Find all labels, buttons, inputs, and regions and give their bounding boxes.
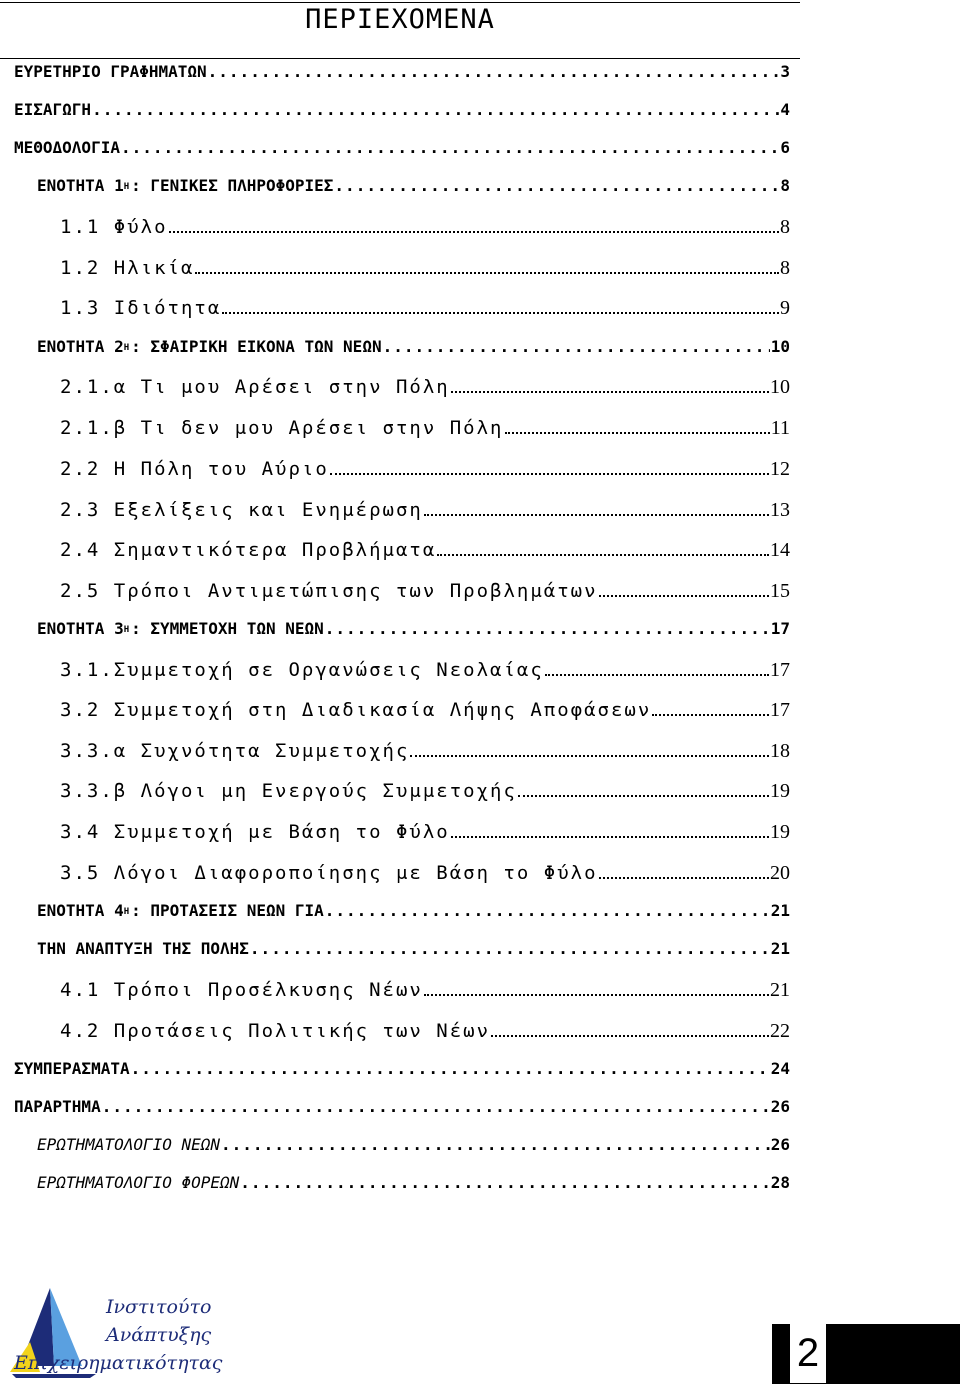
toc-entry[interactable]: ΕΝΟΤΗΤΑ 3 $^H$ : ΣΥΜΜΕΤΟΧΗ ΤΩΝ ΝΕΩΝ ..... 17 [37, 619, 790, 638]
toc-entry[interactable]: 1.2 Ηλικία 8 [60, 257, 790, 279]
toc-entry[interactable]: ΕΙΣΑΓΩΓΗ ..... 4 [14, 100, 790, 119]
title-rule [0, 58, 800, 59]
toc-entry[interactable]: ΠΑΡΑΡΤΗΜΑ ..... 26 [14, 1097, 790, 1116]
toc-entry[interactable]: 2.2 Η Πόλη του Αύριο 12 [60, 458, 790, 480]
page-title: ΠΕΡΙΕΧΟΜΕΝΑ [305, 4, 495, 35]
toc-entry[interactable]: 1.3 Ιδιότητα 9 [60, 297, 790, 319]
toc-entry[interactable]: 2.3 Εξελίξεις και Ενημέρωση 13 [60, 499, 790, 521]
logo-line-3: Επιχειρηματικότητας [14, 1352, 223, 1374]
toc-entry[interactable]: 2.4 Σημαντικότερα Προβλήματα 14 [60, 539, 790, 561]
logo-line-1: Ινστιτούτο [106, 1296, 212, 1318]
toc-entry[interactable]: ΣΥΜΠΕΡΑΣΜΑΤΑ ..... 24 [14, 1059, 790, 1078]
toc-entry[interactable]: 2.1.α Τι μου Αρέσει στην Πόλη 10 [60, 376, 790, 398]
toc-entry[interactable]: 1.1 Φύλο 8 [60, 216, 790, 238]
toc-entry[interactable]: ΕΡΩΤΗΜΑΤΟΛΟΓΙΟ ΝΕΩΝ ..... 26 [37, 1135, 790, 1154]
page-number: 2 [790, 1323, 826, 1383]
toc-entry[interactable]: 3.5 Λόγοι Διαφοροποίησης με Βάση το Φύλο 20 [60, 862, 790, 884]
toc-entry[interactable]: ΕΡΩΤΗΜΑΤΟΛΟΓΙΟ ΦΟΡΕΩΝ ..... 28 [37, 1173, 790, 1192]
toc-entry[interactable]: 3.3.α Συχνότητα Συμμετοχής 18 [60, 740, 790, 762]
toc-entry[interactable]: 4.1 Τρόποι Προσέλκυσης Νέων 21 [60, 979, 790, 1001]
toc-entry[interactable]: 4.2 Προτάσεις Πολιτικής των Νέων 22 [60, 1020, 790, 1042]
toc-entry[interactable]: ΕΥΡΕΤΗΡΙΟ ΓΡΑΦΗΜΑΤΩΝ ..... 3 [14, 62, 790, 81]
toc-entry[interactable]: 3.4 Συμμετοχή με Βάση το Φύλο 19 [60, 821, 790, 843]
institute-logo [10, 1288, 223, 1380]
toc-entry[interactable]: ΜΕΘΟΔΟΛΟΓΙΑ ..... 6 [14, 138, 790, 157]
toc-entry[interactable]: ΕΝΟΤΗΤΑ 1 $^H$ : ΓΕΝΙΚΕΣ ΠΛΗΡΟΦΟΡΙΕΣ ..... 8 [37, 176, 790, 195]
top-rule [0, 2, 800, 3]
toc-entry[interactable]: 3.1.Συμμετοχή σε Οργανώσεις Νεολαίας 17 [60, 659, 790, 681]
toc-entry[interactable]: 2.5 Τρόποι Αντιμετώπισης των Προβλημάτων 15 [60, 580, 790, 602]
toc-entry[interactable]: ΕΝΟΤΗΤΑ 2 $^H$ : ΣΦΑΙΡΙΚΗ ΕΙΚΟΝΑ ΤΩΝ ΝΕΩΝ ..... 10 [37, 337, 790, 356]
toc-entry[interactable]: ΤΗΝ ΑΝΑΠΤΥΞΗ ΤΗΣ ΠΟΛΗΣ ..... 21 [37, 939, 790, 958]
toc-entry[interactable]: 3.3.β Λόγοι μη Ενεργούς Συμμετοχής 19 [60, 780, 790, 802]
toc-entry[interactable]: 3.2 Συμμετοχή στη Διαδικασία Λήψης Αποφάσεων 17 [60, 699, 790, 721]
logo-line-2: Ανάπτυξης [106, 1324, 212, 1346]
toc-entry[interactable]: 2.1.β Τι δεν μου Αρέσει στην Πόλη 11 [60, 417, 790, 439]
toc-entry[interactable]: ΕΝΟΤΗΤΑ 4 $^H$ : ΠΡΟΤΑΣΕΙΣ ΝΕΩΝ ΓΙΑ ..... 21 [37, 901, 790, 920]
